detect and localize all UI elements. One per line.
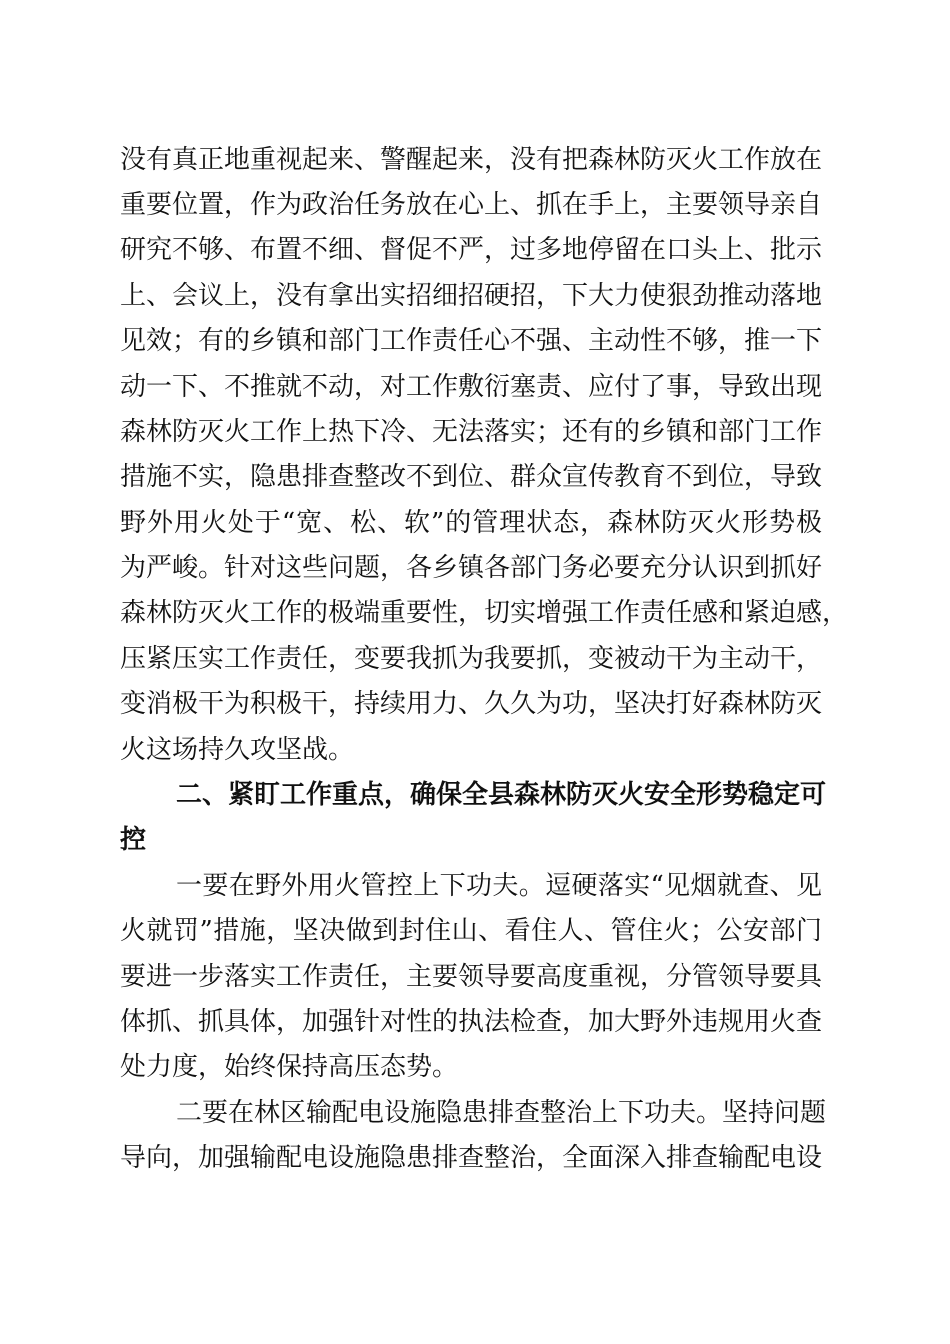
text-line: 体抓、抓具体，加强针对性的执法检查，加大野外违规用火查 bbox=[120, 1007, 823, 1037]
text-line: 变消极干为积极干，持续用力、久久为功，坚决打好森林防灭 bbox=[120, 689, 823, 719]
section-heading: 控 bbox=[120, 825, 147, 855]
text-line: 见效；有的乡镇和部门工作责任心不强、主动性不够，推一下 bbox=[120, 326, 823, 356]
section-heading: 二、紧盯工作重点，确保全县森林防灭火安全形势稳定可 bbox=[176, 780, 827, 810]
text-line: 导向，加强输配电设施隐患排查整治，全面深入排查输配电设 bbox=[120, 1143, 823, 1173]
text-line: 重要位置，作为政治任务放在心上、抓在手上，主要领导亲自 bbox=[120, 190, 823, 220]
text-line: 为严峻。针对这些问题，各乡镇各部门务必要充分认识到抓好 bbox=[120, 553, 823, 583]
text-line: 火这场持久攻坚战。 bbox=[120, 735, 355, 765]
text-line: 一要在野外用火管控上下功夫。逗硬落实“见烟就查、见 bbox=[176, 871, 822, 901]
text-line: 压紧压实工作责任，变要我抓为我要抓，变被动干为主动干， bbox=[120, 644, 823, 674]
text-line: 研究不够、布置不细、督促不严，过多地停留在口头上、批示 bbox=[120, 235, 823, 265]
text-line: 火就罚”措施，坚决做到封住山、看住人、管住火；公安部门 bbox=[120, 916, 822, 946]
text-line: 二要在林区输配电设施隐患排查整治上下功夫。坚持问题 bbox=[176, 1098, 827, 1128]
text-line: 动一下、不推就不动，对工作敷衍塞责、应付了事，导致出现 bbox=[120, 372, 823, 402]
text-line: 森林防灭火工作上热下冷、无法落实；还有的乡镇和部门工作 bbox=[120, 417, 823, 447]
text-line: 森林防灭火工作的极端重要性，切实增强工作责任感和紧迫感， bbox=[120, 598, 849, 628]
text-line: 没有真正地重视起来、警醒起来，没有把森林防灭火工作放在 bbox=[120, 145, 823, 175]
text-line: 野外用火处于“宽、松、软”的管理状态，森林防灭火形势极 bbox=[120, 508, 822, 538]
text-line: 措施不实，隐患排查整改不到位、群众宣传教育不到位，导致 bbox=[120, 462, 823, 492]
text-line: 处力度，始终保持高压态势。 bbox=[120, 1052, 459, 1082]
text-line: 要进一步落实工作责任，主要领导要高度重视，分管领导要具 bbox=[120, 962, 823, 992]
text-line: 上、会议上，没有拿出实招细招硬招，下大力使狠劲推动落地 bbox=[120, 281, 823, 311]
